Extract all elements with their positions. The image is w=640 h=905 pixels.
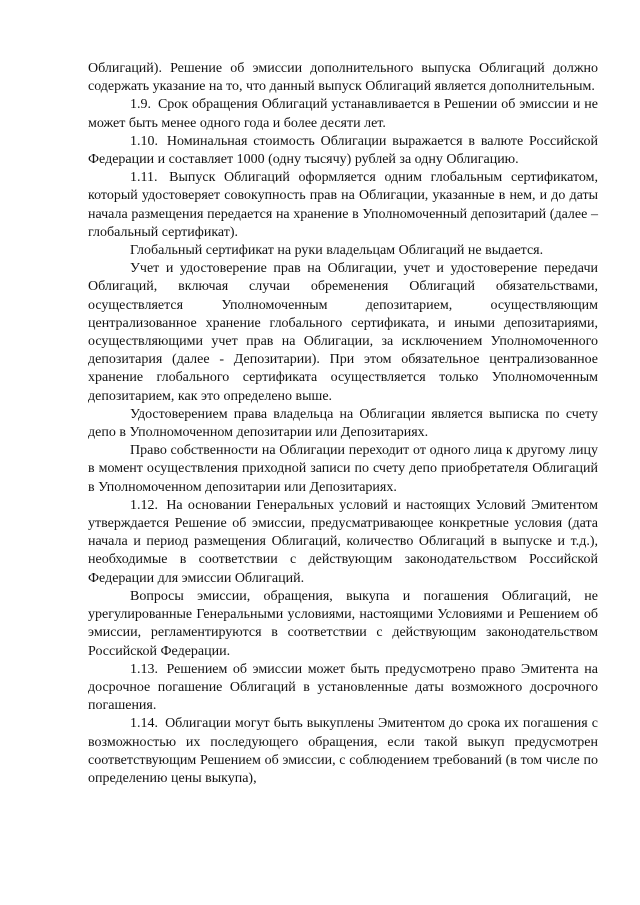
paragraph-text: Срок обращения Облигаций устанавливается в Решении об эмиссии и не может быть менее одного года и более десяти лет. bbox=[88, 97, 598, 131]
clause-number: 1.13. bbox=[130, 661, 158, 677]
paragraph-1-9 bbox=[88, 96, 598, 132]
paragraph-1-13 bbox=[88, 661, 598, 716]
paragraph-text: На основании Генеральных условий и настоящих Условий Эмитентом утверждается Решение об эмиссии, предусматривающее конкретные условия (дата начала и период размещения Облигаций, количество Облигаций в выпуске и т.д.), необходимые в соответствии с действующим законодательством Российской Федерации для эмиссии Облигаций. bbox=[88, 497, 599, 586]
paragraph-text: Облигации могут быть выкуплены Эмитентом до срока их погашения с возможностью их последующего обращения, если такой выкуп предусмотрен соответствующим Решением об эмиссии, с соблюдением требований (в том числе по определению цены выкупа), bbox=[88, 716, 598, 786]
paragraph-1-12 bbox=[88, 497, 598, 588]
clause-number: 1.14. bbox=[130, 716, 158, 732]
paragraph-text: Облигаций). Решение об эмиссии дополнительного выпуска Облигаций должно содержать указание на то, что данный выпуск Облигаций является дополнительным. bbox=[88, 61, 598, 95]
paragraph-text: Учет и удостоверение прав на Облигации, учет и удостоверение передачи Облигаций, включая случаи обременения Облигаций обязательствами, осуществляется Уполномоченным депозитарием, осуществляющим централизованное хранение глобального сертификата, и иными депозитариями, осуществляющими учет прав на Облигации, за исключением Уполномоченного депозитария (далее - Депозитарии). При этом обязательное централизованное хранение глобального сертификата осуществляется только Уполномоченным депозитарием, как это определено выше. bbox=[88, 261, 598, 404]
paragraph-text: Право собственности на Облигации переходит от одного лица к другому лицу в момент осуществления приходной записи по счету депо приобретателя Облигаций в Уполномоченном депозитарии или Депозитариях. bbox=[88, 443, 598, 495]
paragraph-text: Глобальный сертификат на руки владельцам Облигаций не выдается. bbox=[130, 243, 544, 259]
paragraph-continuation bbox=[88, 60, 598, 96]
paragraph-text: Удостоверением права владельца на Облигации является выписка по счету депо в Уполномоченном депозитарии или Депозитариях. bbox=[88, 406, 598, 441]
paragraph-text: Выпуск Облигаций оформляется одним глобальным сертификатом, который удостоверяет совокупность прав на Облигации, указанные в нем, и до даты начала размещения передается на хранение в Уполномоченный депозитарий (далее – глобальный сертификат). bbox=[88, 170, 598, 240]
paragraph-global-certificate bbox=[88, 242, 598, 260]
paragraph-ownership bbox=[88, 442, 598, 497]
paragraph-1-14 bbox=[88, 715, 598, 788]
paragraph-1-10 bbox=[88, 133, 598, 169]
document-page bbox=[88, 60, 598, 788]
paragraph-text: Решением об эмиссии может быть предусмотрено право Эмитента на досрочное погашение Облигаций в установленные даты возможного досрочного погашения. bbox=[88, 661, 598, 714]
paragraph-certification bbox=[88, 406, 598, 442]
clause-number: 1.11. bbox=[130, 170, 158, 186]
clause-number: 1.9. bbox=[130, 97, 151, 113]
paragraph-regulation bbox=[88, 588, 598, 661]
paragraph-text: Вопросы эмиссии, обращения, выкупа и погашения Облигаций, не урегулированные Генеральными условиями, настоящими Условиями и Решением об эмиссии, регламентируются в соответствии с действующим законодательством Российской Федерации. bbox=[88, 588, 598, 659]
clause-number: 1.12. bbox=[130, 497, 158, 513]
paragraph-1-11 bbox=[88, 169, 598, 242]
paragraph-text: Номинальная стоимость Облигации выражается в валюте Российской Федерации и составляет 1000 (одну тысячу) рублей за одну Облигацию. bbox=[88, 133, 599, 168]
paragraph-accounting bbox=[88, 260, 598, 406]
clause-number: 1.10. bbox=[130, 133, 158, 149]
